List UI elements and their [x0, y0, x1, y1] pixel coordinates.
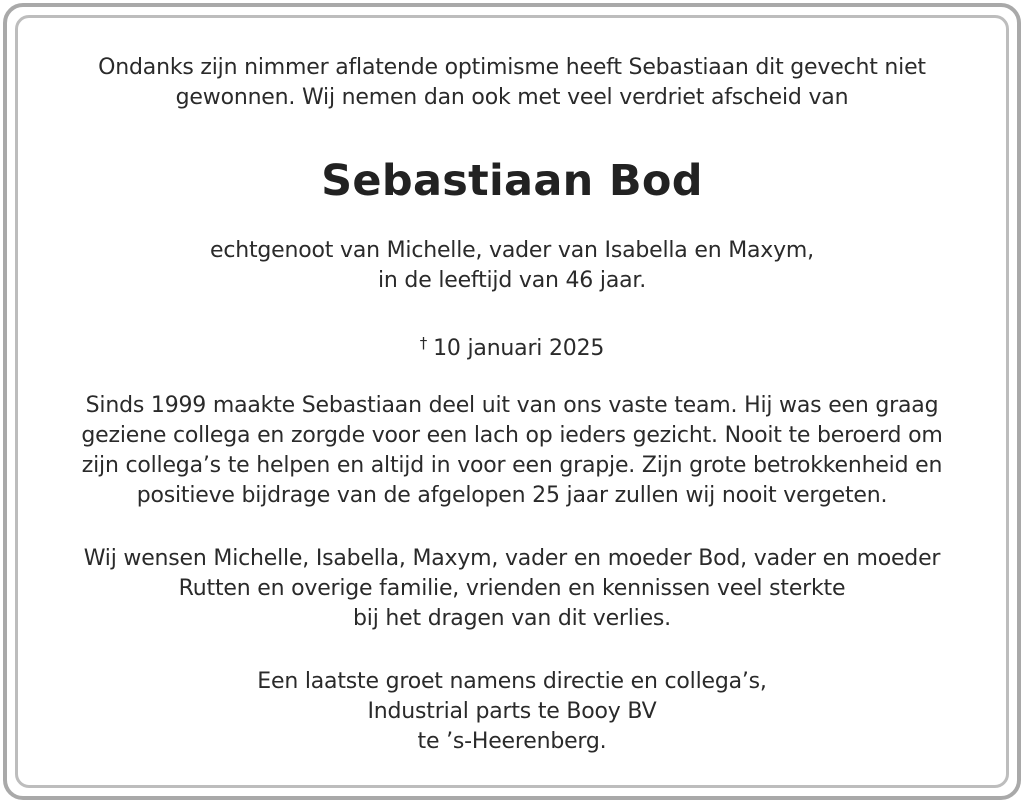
- signature-line-3: te ’s-Heerenberg.: [417, 729, 607, 754]
- relation-line-1: echtgenoot van Michelle, vader van Isabella en Maxym,: [210, 238, 814, 263]
- signature-line-1: Een laatste groet namens directie en collega’s,: [257, 669, 767, 694]
- relation-line-2: in de leeftijd van 46 jaar.: [377, 268, 646, 293]
- signature-line-2: Industrial parts te Booy BV: [367, 699, 657, 724]
- tribute-line-4: positieve bijdrage van de afgelopen 25 jaar zullen wij nooit vergeten.: [136, 483, 888, 508]
- condolence-line-3: bij het dragen van dit verlies.: [353, 606, 671, 631]
- intro-line-1: Ondanks zijn nimmer aflatende optimisme heeft Sebastiaan dit gevecht niet: [98, 55, 926, 80]
- tribute-line-1: Sinds 1999 maakte Sebastiaan deel uit van ons vaste team. Hij was een graag: [85, 393, 939, 418]
- condolence-line-1: Wij wensen Michelle, Isabella, Maxym, vader en moeder Bod, vader en moeder: [83, 546, 941, 571]
- death-date-line: [0, 328, 1024, 364]
- deceased-name: Sebastiaan Bod: [321, 156, 703, 206]
- tribute-line-2: geziene collega en zorgde voor een lach op ieders gezicht. Nooit te beroerd om: [81, 423, 943, 448]
- intro-line-2: gewonnen. Wij nemen dan ook met veel verdriet afscheid van: [175, 85, 849, 110]
- cross-symbol: †: [419, 334, 428, 352]
- condolence-line-2: Rutten en overige familie, vrienden en kennissen veel sterkte: [178, 576, 846, 601]
- death-date: 10 januari 2025: [433, 336, 605, 361]
- tribute-line-3: zijn collega’s te helpen en altijd in voor een grapje. Zijn grote betrokkenheid en: [81, 453, 943, 478]
